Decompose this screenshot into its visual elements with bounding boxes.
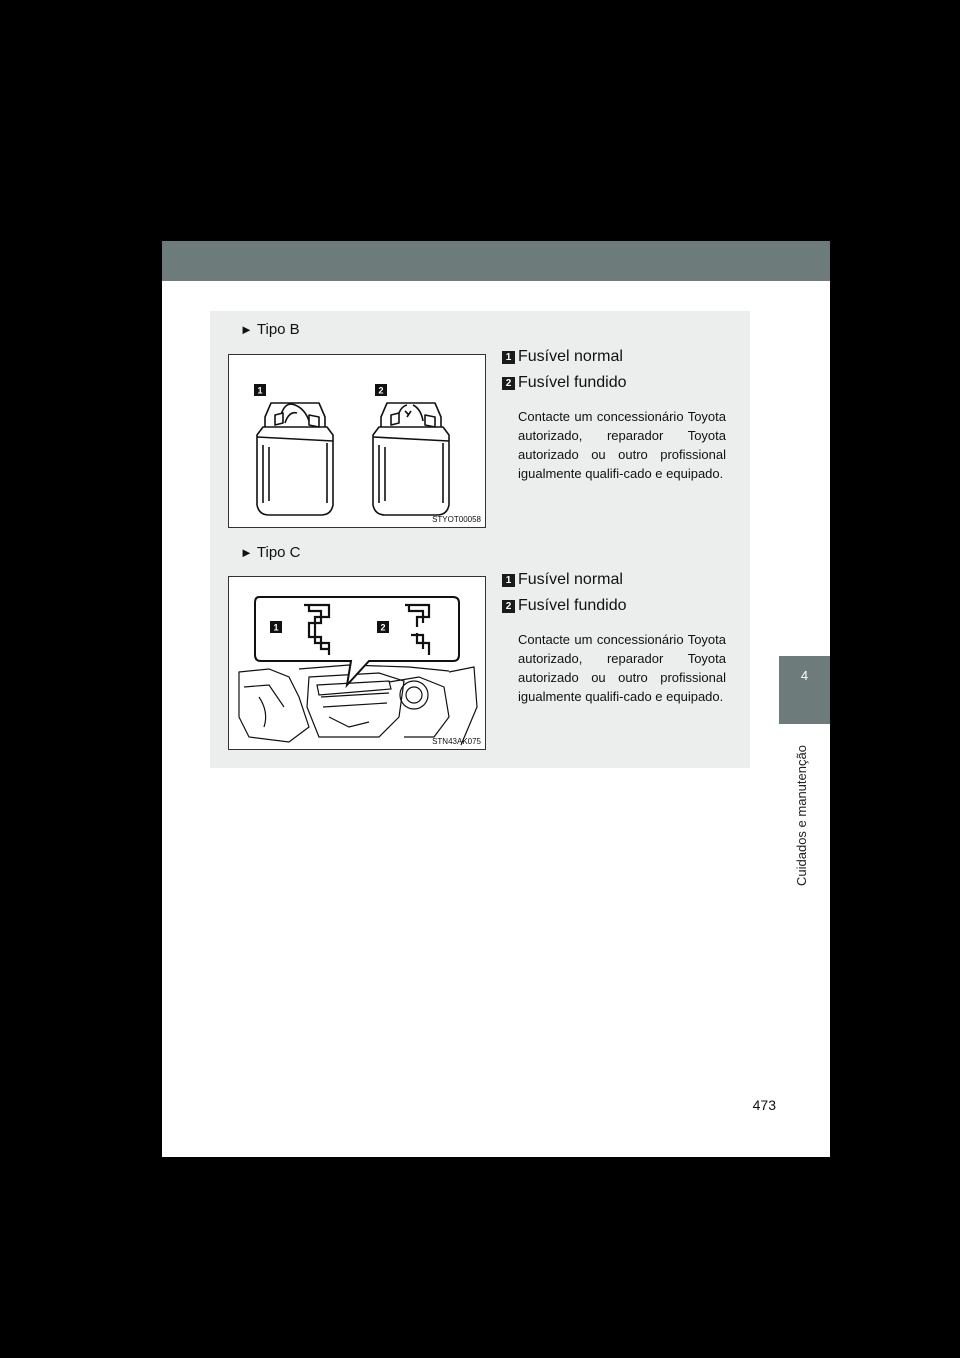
chapter-tab-number: 4 [779, 656, 830, 724]
cartridge-fuse-illustration [229, 355, 485, 527]
legend-label: Fusível fundido [518, 374, 627, 391]
legend-item-blown [502, 597, 627, 615]
fuse-box-illustration [229, 577, 485, 749]
number-badge: 1 [502, 351, 515, 364]
figure-code: STYOT00058 [432, 515, 481, 524]
section-title-tipo-b: ► Tipo B [240, 321, 300, 338]
header-band [162, 241, 830, 281]
instruction-text: Contacte um concessionário Toyota autorizado, reparador Toyota autorizado ou outro profissional igualmente qualifi-cado e equipado. [518, 409, 726, 481]
triangle-right-icon: ► [240, 545, 253, 560]
engine-bay-drawing [239, 665, 477, 745]
manual-page [162, 241, 830, 1157]
number-badge: 2 [502, 600, 515, 613]
legend-label: Fusível normal [518, 571, 623, 588]
page-number: 473 [752, 1097, 776, 1113]
legend-item-normal [502, 348, 623, 366]
fuse-types-panel [210, 311, 750, 768]
callout-1-text: 1 [273, 622, 279, 633]
callout-2-text: 2 [380, 622, 386, 633]
number-badge: 1 [502, 574, 515, 587]
chapter-tab-title: Cuidados e manutenção [794, 745, 809, 887]
figure-tipo-b [228, 354, 486, 528]
blown-fuse-drawing [373, 403, 449, 515]
callout-2-text: 2 [378, 385, 384, 396]
legend-label: Fusível fundido [518, 597, 627, 614]
section-title-tipo-c: ► Tipo C [240, 544, 301, 561]
legend-item-blown [502, 374, 627, 392]
figure-code: STN43AK075 [432, 737, 481, 746]
figure-tipo-c [228, 576, 486, 750]
triangle-right-icon: ► [240, 322, 253, 337]
legend-item-normal [502, 571, 623, 589]
normal-fuse-drawing [257, 403, 333, 515]
legend-label: Fusível normal [518, 348, 623, 365]
callout-1-text: 1 [257, 385, 263, 396]
instruction-text: Contacte um concessionário Toyota autorizado, reparador Toyota autorizado ou outro profissional igualmente qualifi-cado e equipado. [518, 632, 726, 704]
number-badge: 2 [502, 377, 515, 390]
